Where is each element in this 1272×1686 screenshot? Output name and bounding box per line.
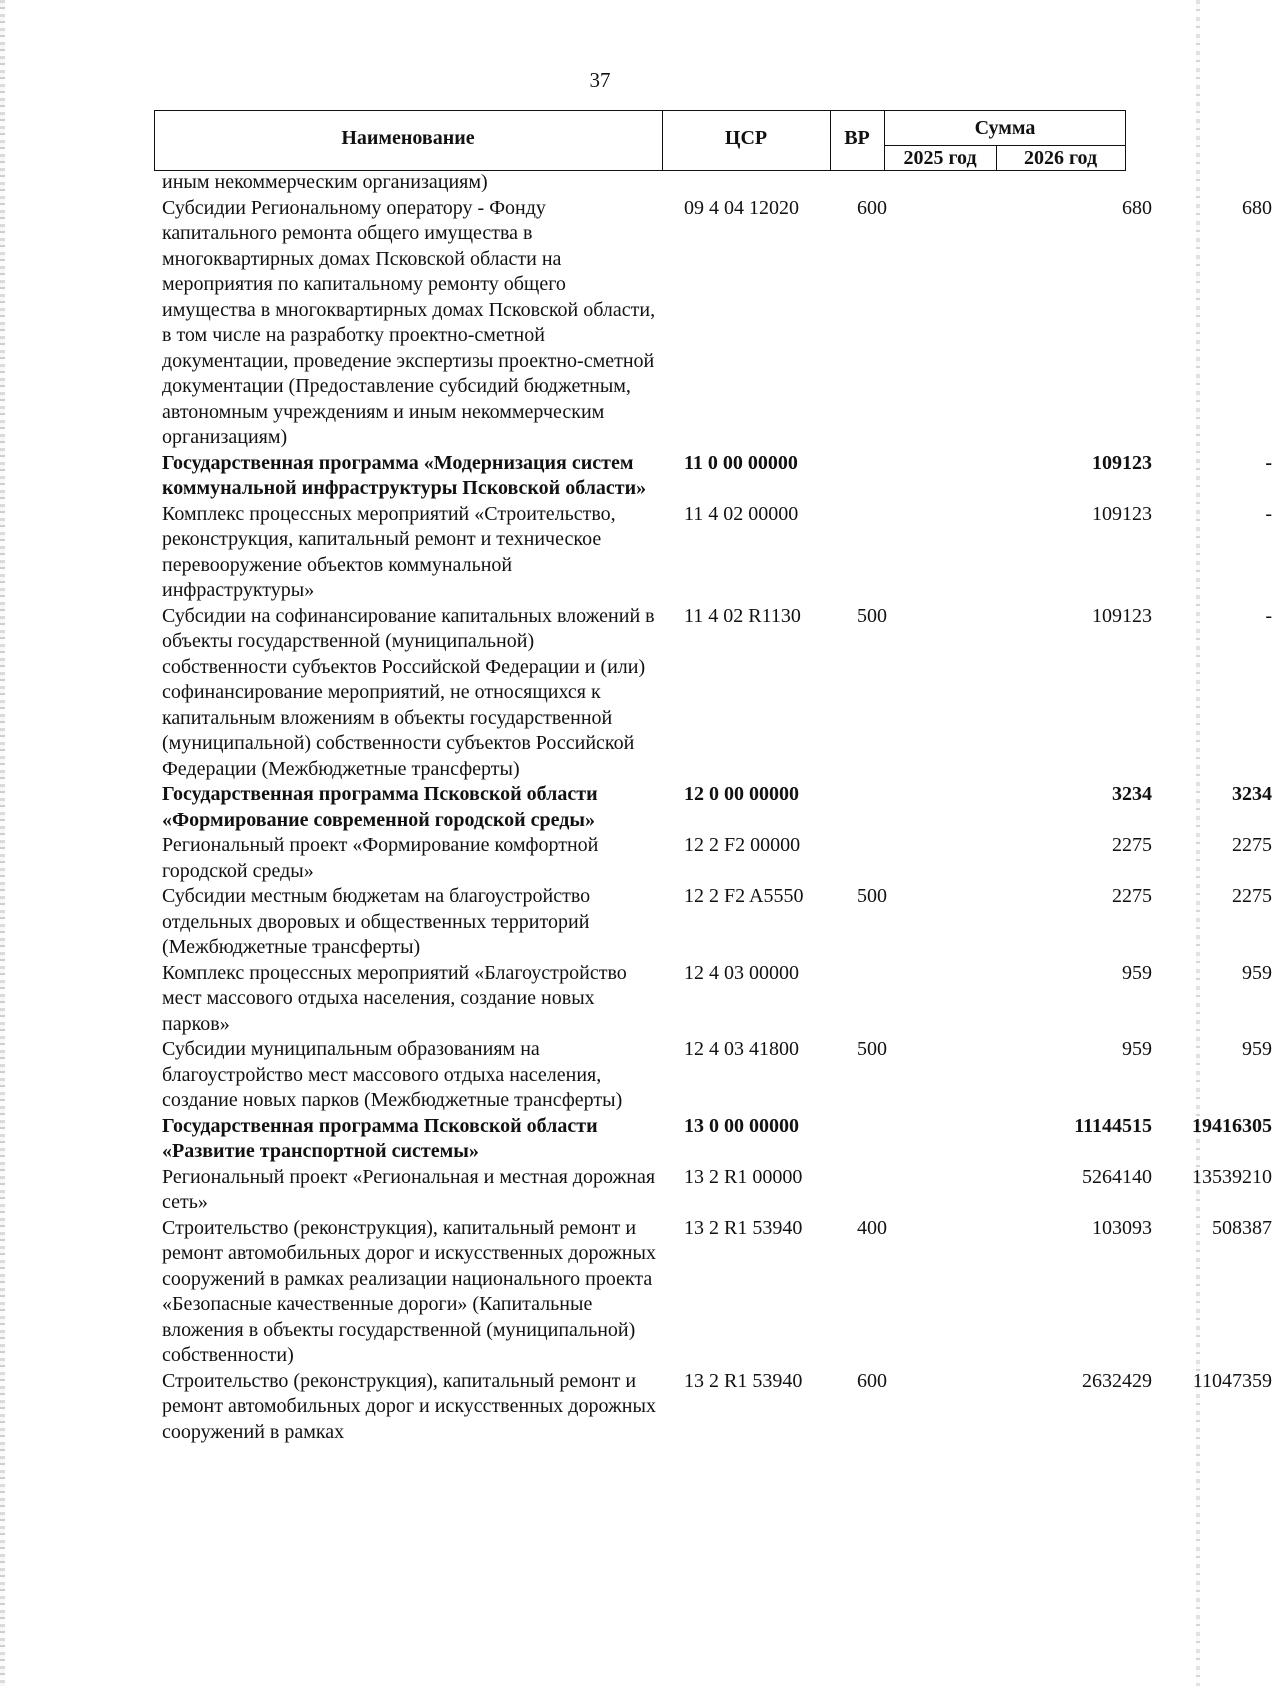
row-name: Строительство (реконструкция), капитальный ремонт и ремонт автомобильных дорог и искусственных дорожных сооружений в рамках — [162, 1369, 656, 1443]
sum-subheader-rule — [884, 145, 1126, 146]
row-csr: 11 4 02 R1130 — [684, 604, 801, 627]
row-vr: 400 — [857, 1216, 887, 1239]
row-vr: 600 — [857, 1369, 887, 1392]
row-csr: 09 4 04 12020 — [684, 196, 799, 219]
row-sum-2025: 109123 — [1092, 451, 1152, 474]
row-sum-2025: 959 — [1122, 961, 1152, 984]
header-name: Наименование — [341, 127, 475, 149]
row-vr: 500 — [857, 1038, 887, 1060]
table-row — [162, 170, 1122, 196]
row-name: Региональный проект «Формирование комфортной городской среды» — [162, 834, 599, 882]
row-name: иным некоммерческим организациям) — [162, 171, 488, 193]
row-sum-2026: 13539210 — [1192, 1165, 1272, 1188]
row-name: Государственная программа «Модернизация систем коммунальной инфраструктуры Псковской области» — [162, 451, 647, 499]
header-year-2025: 2025 год — [903, 147, 977, 169]
row-name: Субсидии местным бюджетам на благоустройство отдельных дворовых и общественных территорий (Межбюджетные трансферты) — [162, 885, 591, 958]
row-name: Государственная программа Псковской области «Развитие транспортной системы» — [162, 1114, 598, 1162]
row-csr: 11 4 02 00000 — [684, 502, 799, 525]
row-name: Субсидии Региональному оператору - Фонду капитального ремонта общего имущества в многоквартирных домах Псковской области на мероприятия по капитальному ремонту общего имущества в многоквартирных домах Псковской области, в том числе на разработку проектно-сметной документации, проведение экспертизы проектно-сметной документации (Предоставление субсидий бюджетным, автономным учреждениям и иным некоммерческим организациям) — [162, 196, 656, 448]
row-name: Государственная программа Псковской области «Формирование современной городской среды» — [162, 783, 598, 831]
row-name: Региональный проект «Региональная и местная дорожная сеть» — [162, 1165, 656, 1213]
row-csr: 12 2 F2 00000 — [684, 834, 801, 856]
row-sum-2025: 5264140 — [1082, 1165, 1152, 1188]
row-sum-2025: 959 — [1122, 1038, 1152, 1060]
row-sum-2026: 2275 — [1232, 885, 1272, 907]
row-sum-2026: 3234 — [1232, 783, 1272, 805]
row-vr: 500 — [857, 604, 887, 627]
table-row — [162, 1114, 1272, 1165]
row-sum-2026: - — [1265, 451, 1272, 474]
row-sum-2026: - — [1265, 604, 1272, 627]
row-sum-2026: 11047359 — [1192, 1369, 1272, 1392]
row-name: Субсидии муниципальным образованиям на благоустройство мест массового отдыха населения, создание новых парков (Межбюджетные трансферты) — [162, 1038, 623, 1111]
row-sum-2026: 680 — [1242, 196, 1272, 219]
page-number: 37 — [589, 68, 611, 92]
table-row — [162, 961, 1272, 1038]
row-sum-2026: 2275 — [1232, 834, 1272, 856]
row-sum-2025: 109123 — [1092, 502, 1152, 525]
row-csr: 12 0 00 00000 — [684, 783, 799, 805]
header-sum: Сумма — [974, 117, 1036, 139]
table-row — [162, 196, 1272, 451]
row-vr: 600 — [857, 196, 887, 219]
table-row — [162, 1037, 1272, 1114]
row-vr: 500 — [857, 885, 887, 907]
row-csr: 13 2 R1 00000 — [684, 1165, 803, 1188]
table-row — [162, 1216, 1272, 1369]
row-sum-2025: 103093 — [1092, 1216, 1152, 1239]
row-name: Комплекс процессных мероприятий «Строительство, реконструкция, капитальный ремонт и техническое перевооружение объектов коммунальной инфраструктуры» — [162, 502, 616, 601]
row-name: Субсидии на софинансирование капитальных вложений в объекты государственной (муниципальной) собственности субъектов Российской Федерации и (или) софинансирование мероприятий, не относящихся к капитальным вложениям в объекты государственной (муниципальной) собственности субъектов Российской Федерации (Межбюджетные трансферты) — [162, 604, 655, 780]
header-top-rule — [154, 110, 1126, 111]
table-row — [162, 833, 1272, 884]
row-sum-2025: 2275 — [1112, 885, 1152, 907]
row-csr: 13 2 R1 53940 — [684, 1369, 803, 1392]
table-row — [162, 502, 1272, 604]
row-sum-2026: 19416305 — [1192, 1114, 1272, 1137]
row-sum-2026: 508387 — [1212, 1216, 1272, 1239]
row-sum-2025: 11144515 — [1074, 1114, 1152, 1137]
header-csr: ЦСР — [724, 127, 768, 149]
row-csr: 12 4 03 00000 — [684, 961, 799, 984]
table-row — [162, 451, 1272, 502]
row-csr: 13 0 00 00000 — [684, 1114, 799, 1137]
row-sum-2025: 109123 — [1092, 604, 1152, 627]
row-csr: 12 4 03 41800 — [684, 1038, 799, 1060]
row-csr: 12 2 F2 A5550 — [684, 885, 804, 907]
row-csr: 13 2 R1 53940 — [684, 1216, 803, 1239]
scan-edge-left — [0, 0, 5, 1686]
row-sum-2025: 680 — [1122, 196, 1152, 219]
row-sum-2026: - — [1265, 502, 1272, 525]
table-row — [162, 782, 1272, 833]
table-row — [162, 884, 1272, 961]
table-row — [162, 604, 1272, 783]
row-sum-2026: 959 — [1242, 961, 1272, 984]
header-year-2026: 2026 год — [1023, 147, 1098, 169]
row-sum-2025: 2275 — [1112, 834, 1152, 856]
row-sum-2025: 3234 — [1112, 783, 1152, 805]
row-sum-2026: 959 — [1242, 1038, 1272, 1060]
row-csr: 11 0 00 00000 — [684, 451, 798, 474]
header-vr: ВР — [844, 127, 870, 149]
row-name: Комплекс процессных мероприятий «Благоустройство мест массового отдыха населения, создание новых парков» — [162, 961, 627, 1035]
table-row — [162, 1165, 1272, 1216]
budget-table-body — [162, 170, 1272, 1445]
row-name: Строительство (реконструкция), капитальный ремонт и ремонт автомобильных дорог и искусственных дорожных сооружений в рамках реализации национального проекта «Безопасные качественные дороги» (Капитальные вложения в объекты государственной (муниципальной) собственности) — [162, 1216, 656, 1366]
table-row — [162, 1369, 1272, 1446]
row-sum-2025: 2632429 — [1082, 1369, 1152, 1392]
